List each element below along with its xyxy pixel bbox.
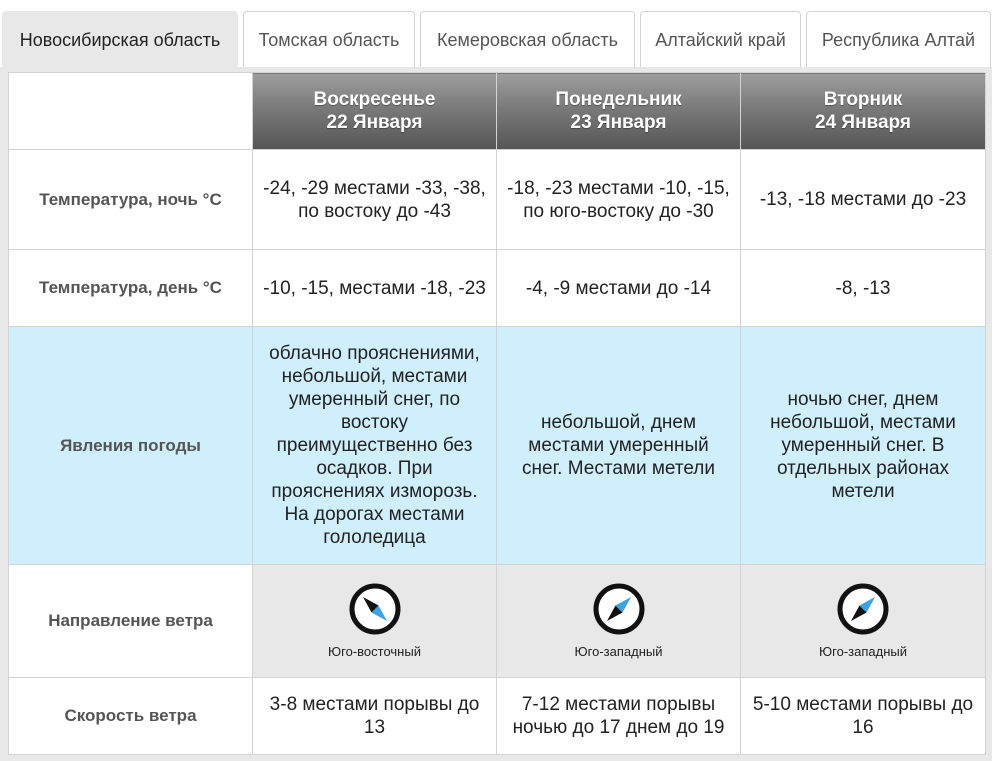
- forecast-table: [8, 72, 986, 755]
- compass-southeast-icon: [348, 582, 402, 636]
- tab-kemerovo[interactable]: Кемеровская область: [420, 11, 635, 67]
- row-label: Явления погоды: [9, 327, 253, 565]
- header-corner: [9, 73, 253, 150]
- day-weekday: Понедельник: [555, 89, 682, 110]
- weather-value: облачно прояснениями, небольшой, местами умеренный снег, по востоку преимущественно без осадков. При прояснениях изморозь. На дорогах местами гололедица: [253, 327, 497, 565]
- day-header: [253, 73, 497, 150]
- forecast-panel: [0, 67, 992, 761]
- weather-row: [9, 327, 986, 565]
- wind-direction-cell: [497, 565, 741, 678]
- compass-southwest-icon: [836, 582, 890, 636]
- wind-speed-row: [9, 678, 986, 755]
- compass-southwest-icon: [592, 582, 646, 636]
- wind-direction-label: Юго-восточный: [328, 644, 421, 659]
- tab-altai-krai[interactable]: Алтайский край: [640, 11, 801, 67]
- wind-direction-cell: [741, 565, 986, 678]
- tab-novosibirsk[interactable]: Новосибирская область: [2, 11, 238, 69]
- header-row: [9, 73, 986, 150]
- night-temp-value: -13, -18 местами до -23: [741, 150, 986, 250]
- weather-value: небольшой, днем местами умеренный снег. Местами метели: [497, 327, 741, 565]
- wind-direction-label: Юго-западный: [574, 644, 663, 659]
- row-label: Скорость ветра: [9, 678, 253, 755]
- day-date: 23 Января: [570, 112, 667, 133]
- weather-value: ночью снег, днем небольшой, местами умеренный снег. В отдельных районах метели: [741, 327, 986, 565]
- wind-direction-label: Юго-западный: [819, 644, 907, 659]
- day-header: [497, 73, 741, 150]
- wind-direction-cell: [253, 565, 497, 678]
- wind-direction-row: [9, 565, 986, 678]
- night-temp-value: -24, -29 местами -33, -38, по востоку до -43: [253, 150, 497, 250]
- wind-speed-value: 3-8 местами порывы до 13: [253, 678, 497, 755]
- day-date: 22 Января: [326, 112, 423, 133]
- night-temp-value: -18, -23 местами -10, -15, по юго-востоку до -30: [497, 150, 741, 250]
- day-header: [741, 73, 986, 150]
- night-temp-row: [9, 150, 986, 250]
- wind-speed-value: 5-10 местами порывы до 16: [741, 678, 986, 755]
- tab-altai-republic[interactable]: Республика Алтай: [806, 11, 991, 67]
- day-date: 24 Января: [815, 112, 911, 133]
- wind-speed-value: 7-12 местами порывы ночью до 17 днем до 19: [497, 678, 741, 755]
- day-temp-value: -10, -15, местами -18, -23: [253, 250, 497, 327]
- day-temp-row: [9, 250, 986, 327]
- region-tabs: [0, 0, 1005, 68]
- day-temp-value: -8, -13: [741, 250, 986, 327]
- day-weekday: Воскресенье: [313, 89, 436, 110]
- tab-tomsk[interactable]: Томская область: [243, 11, 415, 67]
- row-label: Температура, ночь °C: [9, 150, 253, 250]
- row-label: Температура, день °C: [9, 250, 253, 327]
- row-label: Направление ветра: [9, 565, 253, 678]
- day-weekday: Вторник: [823, 89, 903, 110]
- day-temp-value: -4, -9 местами до -14: [497, 250, 741, 327]
